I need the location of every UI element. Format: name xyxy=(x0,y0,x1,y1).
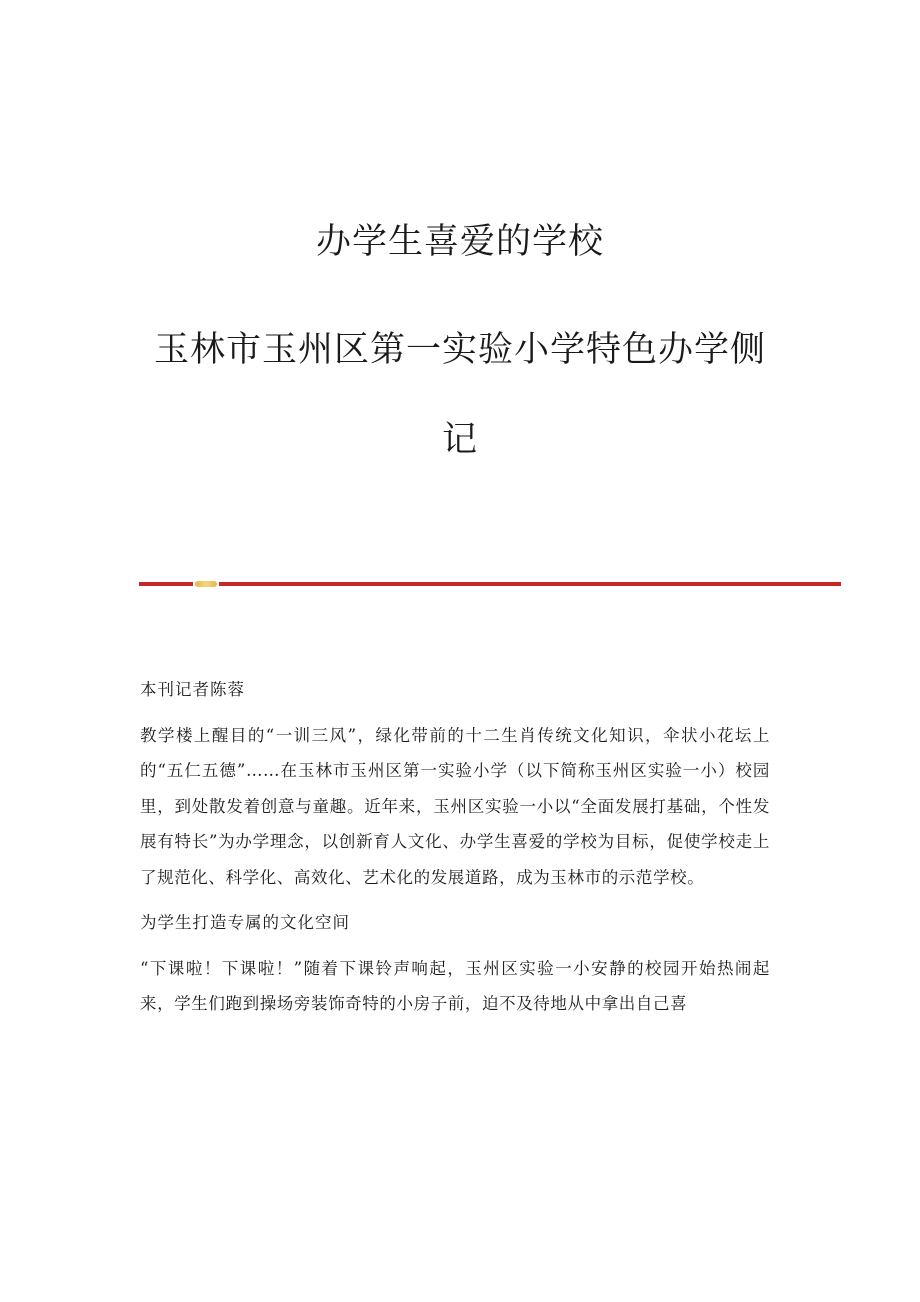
divider-bar-left xyxy=(139,582,193,586)
document-title-line-1: 办学生喜爱的学校 xyxy=(315,222,604,262)
divider-bar-right xyxy=(219,582,841,586)
byline: 本刊记者陈蓉 xyxy=(140,680,245,699)
divider-ornament-icon xyxy=(195,581,217,587)
paragraph-section-1: “下课啦！下课啦！”随着下课铃声响起，玉州区实验一小安静的校园开始热闹起来，学生们跑到操场旁装饰奇特的小房子前，迫不及待地从中拿出自己喜 xyxy=(140,958,770,1013)
document-title-line-3: 记 xyxy=(441,420,478,460)
article-body xyxy=(140,672,770,1032)
title-divider xyxy=(139,581,841,587)
section-heading: 为学生打造专属的文化空间 xyxy=(140,913,350,932)
document-title-line-2: 玉林市玉州区第一实验小学特色办学侧 xyxy=(153,330,766,370)
paragraph-intro: 教学楼上醒目的“一训三风”，绿化带前的十二生肖传统文化知识，伞状小花坛上的“五仁五德”……在玉林市玉州区第一实验小学（以下简称玉州区实验一小）校园里，到处散发着创意与童趣。近年来，玉州区实验一小以“全面发展打基础，个性发展有特长”为办学理念，以创新育人文化、办学生喜爱的学校为目标，促使学校走上了规范化、科学化、高效化、艺术化的发展道路，成为玉林市的示范学校。 xyxy=(140,725,770,887)
